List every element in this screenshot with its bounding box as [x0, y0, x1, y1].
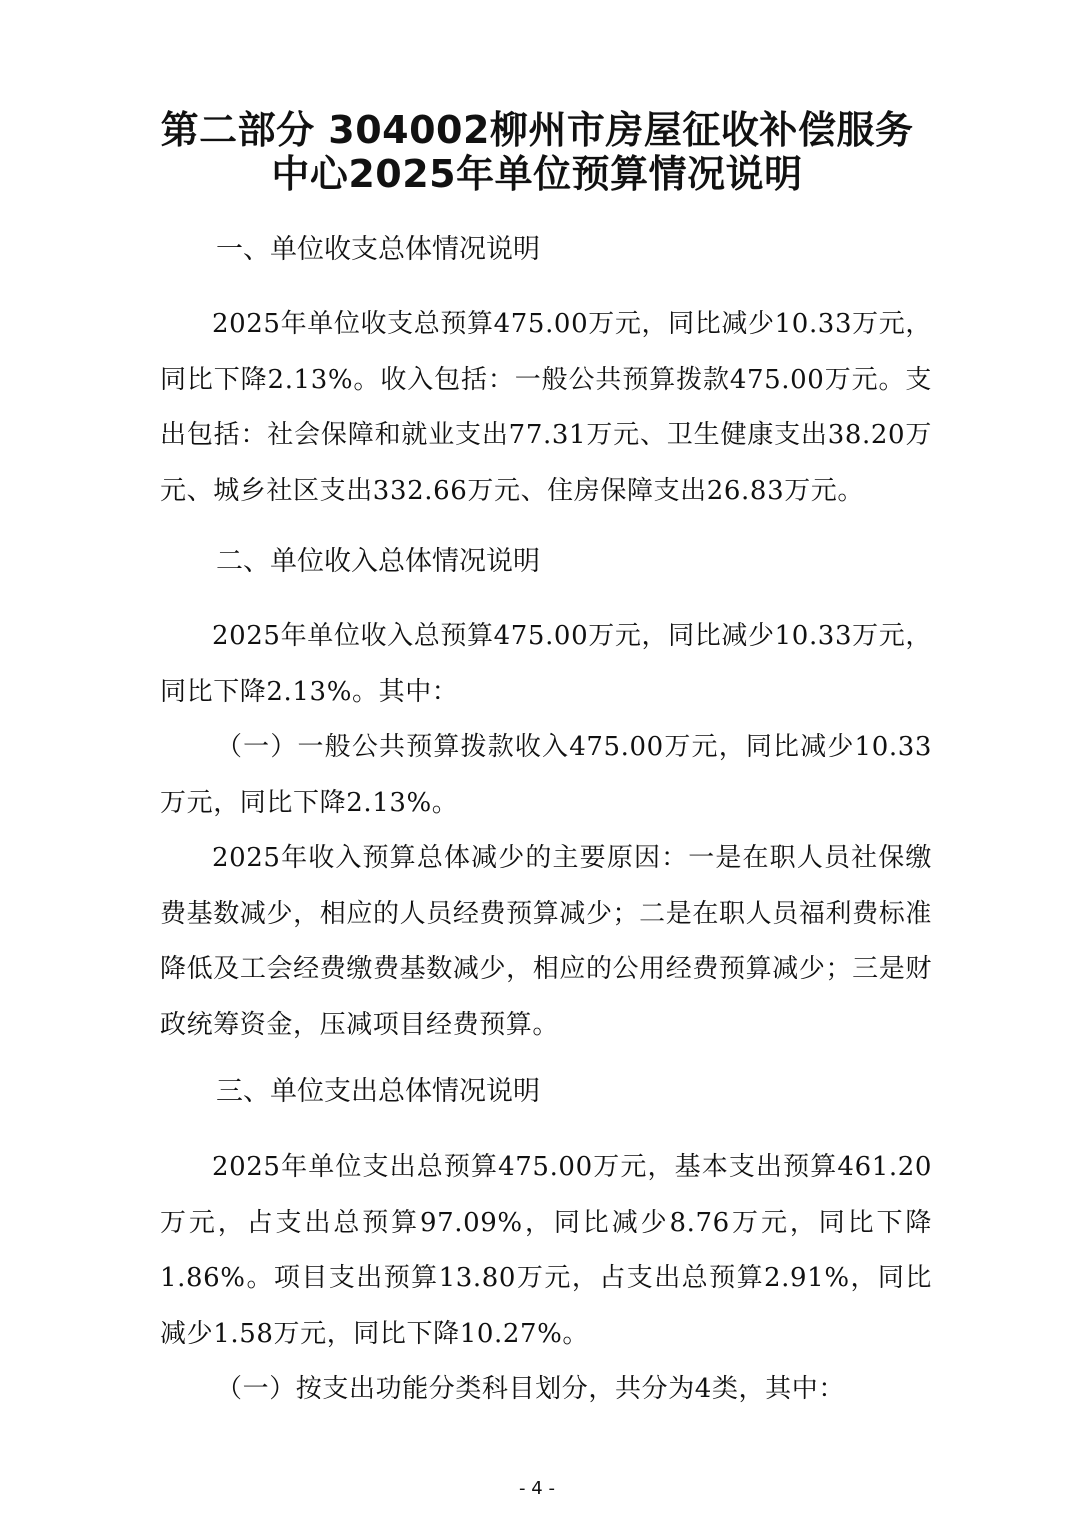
section-3-paragraph-1: 2025年单位支出总预算475.00万元，基本支出预算461.20万元，占支出总预算97.09%，同比减少8.76万元，同比下降1.86%。项目支出预算13.80万元，占支出总预算2.91%，同比减少1.58万元，同比下降10.27%。: [160, 1152, 932, 1349]
section-2-paragraph-1: 2025年单位收入总预算475.00万元，同比减少10.33万元，同比下降2.13%。其中：: [160, 621, 932, 707]
section-3-paragraph-2: （一）按支出功能分类科目划分，共分为4类，其中：: [216, 1374, 845, 1404]
section-2-paragraph-2: （一）一般公共预算拨款收入475.00万元，同比减少10.33万元，同比下降2.13%。: [160, 732, 932, 818]
section-2-paragraph-3: 2025年收入预算总体减少的主要原因：一是在职人员社保缴费基数减少，相应的人员经费预算减少；二是在职人员福利费标准降低及工会经费缴费基数减少，相应的公用经费预算减少；三是财政统筹资金，压减项目经费预算。: [160, 843, 932, 1040]
title-line-2: 中心2025年单位预算情况说明: [271, 152, 803, 196]
page-number: - 4 -: [519, 1478, 555, 1499]
section-heading-2: 二、单位收入总体情况说明: [216, 546, 540, 577]
section-heading-1: 一、单位收支总体情况说明: [216, 234, 540, 265]
title-line-1: 第二部分 304002柳州市房屋征收补偿服务: [160, 108, 914, 152]
section-1-paragraph-1: 2025年单位收支总预算475.00万元，同比减少10.33万元，同比下降2.13%。收入包括：一般公共预算拨款475.00万元。支出包括：社会保障和就业支出77.31万元、卫生健康支出38.20万元、城乡社区支出332.66万元、住房保障支出26.83万元。: [160, 309, 932, 506]
section-heading-3: 三、单位支出总体情况说明: [216, 1076, 540, 1107]
